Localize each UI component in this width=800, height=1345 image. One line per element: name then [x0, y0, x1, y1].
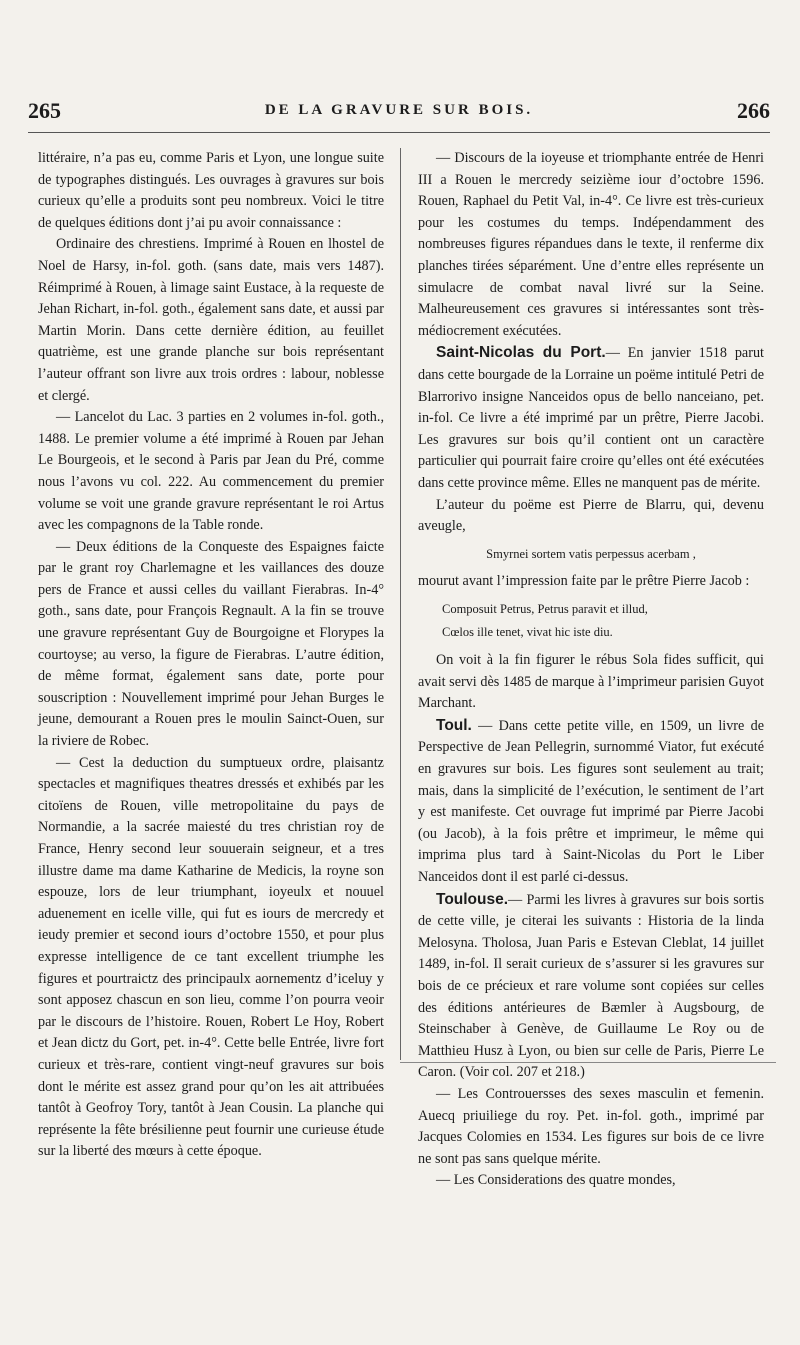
column-divider [400, 148, 401, 1060]
right-column [418, 148, 764, 1192]
paragraph: mourut avant l’impression faite par le prêtre Pierre Jacob : [418, 573, 750, 590]
paragraph: — Les Considerations des quatre mondes, [436, 1172, 676, 1189]
paragraph: — Deux éditions de la Conqueste des Espaignes faicte par le grant roy Charlemagne et les vaillances des douze pers de France et aussi celles du vaillant Fierabras. In-4° goth., sans date, pour François Regnault. A la fin se trouve une gravure représentant Guy de Bourgoigne et Florypes la courtoyse; au verso, la figure de Fierabras. L’autre édition, de même format, également sans date, porte pour souscription : Nouvellement imprimé pour Jehan Burges le jeune, demourant a Rouen pres le moulin Sainct-Ouen, sur la riviere de Robec. [38, 538, 384, 750]
paragraph: littéraire, n’a pas eu, comme Paris et Lyon, une longue suite de typographes distingués. Les ouvrages à gravures sur bois curieux qu’elle a produits sont peu nombreux. Voici le titre de quelques éditions dont j’ai pu avoir connaissance : [38, 150, 384, 231]
page-number-left: 265 [28, 98, 61, 123]
verse-quote: Composuit Petrus, Petrus paravit et illud, [442, 601, 648, 616]
paragraph: Toulouse.— Parmi les livres à gravures sur bois sortis de cette ville, je citerai les suivants : Historia de la linda Melosyna. Tholosa, Juan Paris e Estevan Cleblat, 14 juillet 1489, in-fol. Il serait curieux de s’assurer si les gravures sur bois de ce précieux et rare volume sont copiées sur celles des éditions antérieures de Bæmler à Augsbourg, de Steinschaber à Genève, de Guillaume Le Roy ou de Matthieu Husz à Lyon, ou bien sur celle de Paris, Pierre Le Caron. (Voir col. 207 et 218.) [418, 890, 764, 1081]
page-number-right: 266 [737, 98, 770, 123]
section-heading: Toul. [436, 716, 472, 734]
running-title: DE LA GRAVURE SUR BOIS. [264, 102, 534, 118]
paragraph: Toul. — Dans cette petite ville, en 1509, un livre de Perspective de Jean Pellegrin, surnommé Viator, fut exécuté en gravures sur bois. Les figures sont seulement au trait; mais, dans la simplicité de l’exécution, le sentiment de l’art y est manifeste. Cet ouvrage fut imprimé par Pierre Jacobi (ou Jacob), à la fois prêtre et imprimeur, le même qui imprima plus tard à Saint-Nicolas du Port le Liber Nanceidos dont il est parlé ci-dessus. [418, 716, 765, 885]
paragraph: — Cest la deduction du sumptueux ordre, plaisantz spectacles et magnifiques theatres dressés et exhibés par les citoïens de Rouen, ville metropolitaine du pays de Normandie, a la sacrée maiesté du tres christian roy de France, Henry second leur souuerain seigneur, et a tres illustre dame ma dame Katharine de Medicis, la royne son espouze, lors de leur triumphant, ioyeulx et nouuel aduenement en icelle ville, qui fut es iours de mercredy et ieudy premier et second iours d’octobre 1550, et pour plus expresse intelligence de ce tant excellent triumphe les figures et pourtraictz des principaulx aornementz d’iceluy y sont apposez chascun en son lieu, comme l’on pourra veoir par le discours de l’histoire. Rouen, Robert Le Hoy, Robert et Jean dictz du Gort, pet. in-4°. Cette belle Entrée, livre fort curieux et très-rare, contient vingt-neuf gravures sur bois dont le mérite est assez grand pour qu’on les ait attribuées tantôt à Geofroy Tory, tantôt à Jean Cousin. La planche qui représente la fête brésilienne peut fournir une curieuse étude sur la liberté des mœurs à cette époque. [38, 754, 384, 1160]
paragraph: On voit à la fin figurer le rébus Sola fides sufficit, qui avait servi dès 1485 de marque à l’imprimeur parisien Guyot Marchant. [418, 652, 764, 712]
paragraph: — Lancelot du Lac. 3 parties en 2 volumes in-fol. goth., 1488. Le premier volume a été imprimé à Rouen par Jehan Le Bourgeois, et le second à Paris par Jean du Pré, comme nous l’avons vu col. 222. Au commencement du premier volume se voit une grande gravure représentant le roi Artus avec les compagnons de la Table ronde. [38, 409, 384, 534]
verse-quote: Cœlos ille tenet, vivat hic iste diu. [442, 625, 613, 640]
section-heading: Toulouse. [436, 890, 509, 908]
section-heading: Saint-Nicolas du Port. [436, 344, 606, 362]
paragraph: Ordinaire des chrestiens. Imprimé à Rouen en lhostel de Noel de Harsy, in-fol. goth. (sans date, mais vers 1487). Réimprimé à Rouen, à limage saint Eustace, à la requeste de Jehan Richart, in-fol. goth., également sans date, et aussi par Martin Morin. Dans cette dernière édition, au feuillet quatrième, est une grande planche sur bois représentant l’auteur offrant son livre aux trois ordres : labour, noblesse et clergé. [38, 236, 384, 404]
bottom-rule [400, 1062, 776, 1063]
paragraph: Saint-Nicolas du Port.— En janvier 1518 parut dans cette bourgade de la Lorraine un poëme intitulé Petri de Blarrorivo insigne Nanceidos opus de bello nanceiano, pet. in-fol. Ce livre a été imprimé par un prêtre, Pierre Jacobi. Les gravures sur bois qu’il contient ont un caractère particulier qui pourrait faire croire qu’elles ont été exécutées dans cette province même. Elles ne manquent pas de mérite. [418, 344, 764, 491]
page-header [28, 92, 770, 133]
paragraph: — Discours de la ioyeuse et triomphante entrée de Henri III a Rouen le mercredy seizième iour d’octobre 1596. Rouen, Raphael du Petit Val, in-4°. Ce livre est très-curieux pour les costumes du temps. Indépendamment des nombreuses figures répandues dans le texte, il renferme dix planches tirées séparément. Une d’entre elles représente un simulacre de combat naval livré sur la Seine. Malheureusement ces gravures si intéressantes sont très-médiocrement exécutées. [418, 150, 764, 339]
left-column [38, 148, 384, 1163]
verse-quote: Smyrnei sortem vatis perpessus acerbam , [486, 546, 696, 561]
paragraph: L’auteur du poëme est Pierre de Blarru, qui, devenu aveugle, [418, 496, 764, 535]
paragraph: — Les Controuersses des sexes masculin et femenin. Auecq priuiliege du roy. Pet. in-fol. goth., imprimé par Jacques Colomies en 1534. Les figures sur bois de ce livre ne sont pas sans quelque mérite. [418, 1085, 764, 1167]
